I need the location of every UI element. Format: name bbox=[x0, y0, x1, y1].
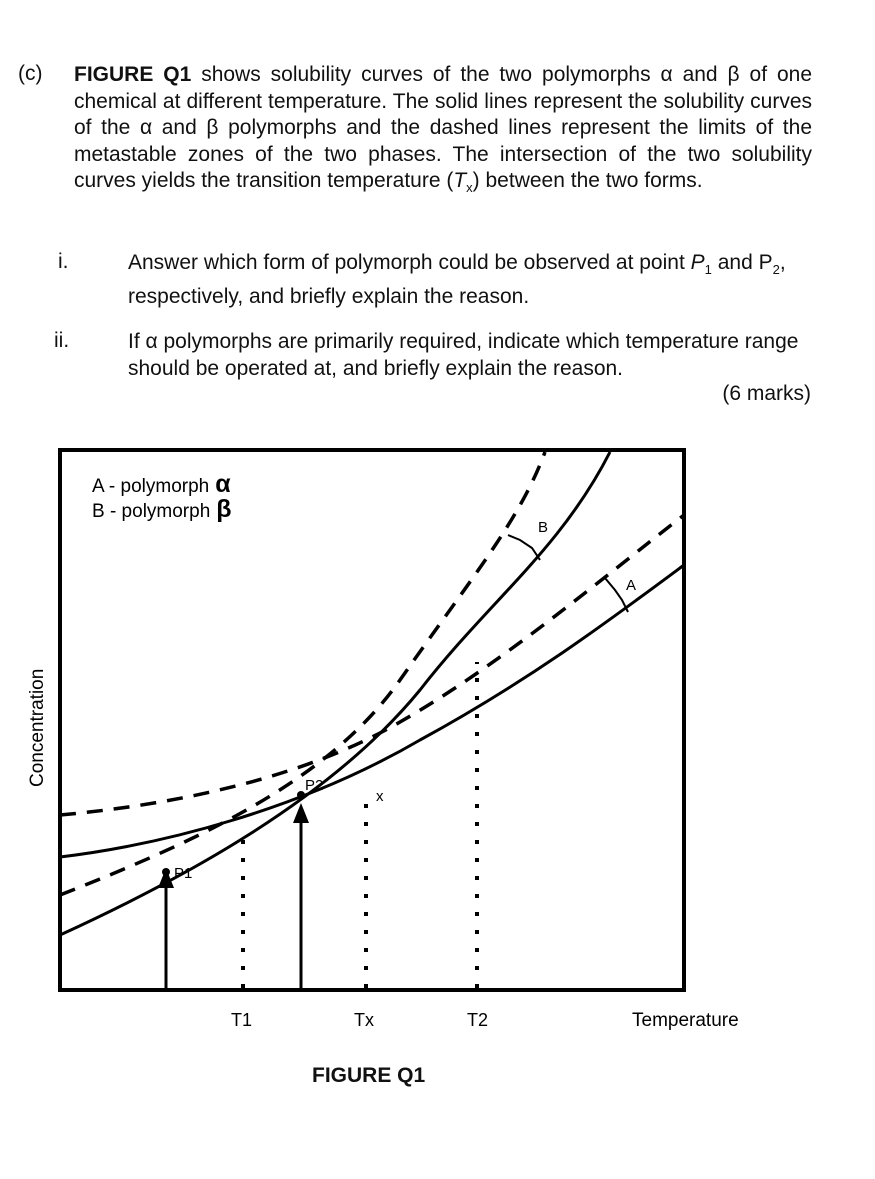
tick-tx: Tx bbox=[354, 1010, 374, 1030]
subq-i-part-c: , respectively, and briefly explain the reason. bbox=[128, 251, 786, 308]
plot-frame bbox=[60, 450, 684, 990]
p1-symbol: P bbox=[690, 251, 705, 274]
question-label: (c) bbox=[18, 62, 43, 85]
figure-caption: FIGURE Q1 bbox=[312, 1064, 426, 1087]
tx-subscript: x bbox=[466, 180, 473, 196]
tick-t1: T1 bbox=[231, 1010, 253, 1030]
x-axis-title: Temperature bbox=[632, 1010, 739, 1031]
tx-symbol: T bbox=[453, 169, 467, 192]
y-axis-title: Concentration bbox=[27, 668, 48, 787]
p2-symbol: P bbox=[758, 251, 773, 274]
curve-a-solubility bbox=[60, 565, 684, 857]
question-text-end: ) between the two forms. bbox=[472, 169, 703, 192]
subq-i-part-b: and bbox=[711, 251, 759, 274]
label-a: A bbox=[626, 577, 637, 594]
point-p1-marker bbox=[162, 868, 170, 876]
question-text: shows solubility curves of the two polymorphs α and β of one chemical at different temperature. The solid lines represent the solubility curves of the α and β polymorphs and the dashed lines represent the limits of the metastable zones of the two phases. The intersection of the two solubility curves yields the transition temperature ( bbox=[74, 63, 812, 192]
marks: (6 marks) bbox=[722, 382, 811, 405]
tick-t2: T2 bbox=[467, 1010, 489, 1030]
label-p2: P2 bbox=[305, 777, 324, 794]
bracket-b bbox=[508, 535, 540, 560]
subquestion-ii-text: If α polymorphs are primarily required, indicate which temperature range should be operated at, and briefly explain the reason. bbox=[128, 330, 799, 380]
point-p2-marker bbox=[297, 791, 305, 799]
label-x: x bbox=[376, 788, 384, 805]
legend-b: B - polymorph β bbox=[92, 495, 232, 523]
curve-a-metastable bbox=[60, 515, 684, 815]
p1-subscript: 1 bbox=[704, 262, 712, 278]
p2-subscript: 2 bbox=[772, 262, 780, 278]
figure-reference: FIGURE Q1 bbox=[74, 63, 192, 86]
label-p1: P1 bbox=[174, 865, 193, 882]
bracket-a bbox=[605, 578, 628, 612]
arrow-p2-head bbox=[293, 803, 309, 823]
subquestion-number: i. bbox=[58, 250, 69, 273]
legend-a: A - polymorph α bbox=[92, 470, 231, 498]
subquestion-number: ii. bbox=[54, 329, 70, 352]
subq-i-part-a: Answer which form of polymorph could be observed at point bbox=[128, 251, 691, 274]
label-b: B bbox=[538, 519, 549, 536]
